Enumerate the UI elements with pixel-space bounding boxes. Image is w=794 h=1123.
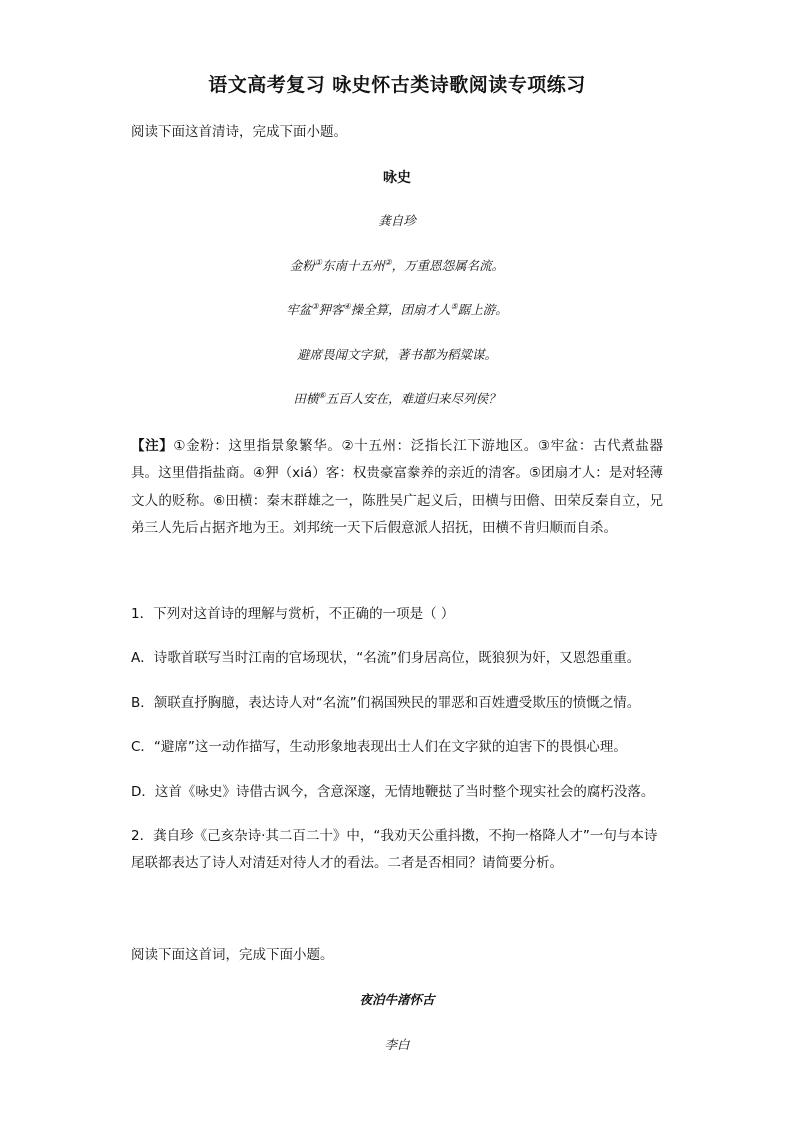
document-title: 语文高考复习 咏史怀古类诗歌阅读专项练习	[208, 74, 586, 96]
poem-title-niuzhu: 夜泊牛渚怀古	[359, 992, 435, 1007]
poem-line-4: 田横⑥五百人安在，难道归来尽列侯？	[293, 390, 501, 406]
poem-author: 龚自珍	[378, 213, 416, 228]
poem-author-libai: 李白	[384, 1037, 410, 1052]
poem-line-2: 牢盆③狎客④操全算，团扇才人⑤踞上游。	[286, 301, 508, 317]
poem-line-1: 金粉①东南十五州②，万重恩怨属名流。	[289, 257, 505, 273]
question-1-stem: 1．下列对这首诗的理解与赏析，不正确的一项是（ ）	[131, 606, 455, 622]
notes-text: ①金粉：这里指景象繁华。②十五州：泛指长江下游地区。③牢盆：古代煮盐器具。这里借指盐商。④狎（xiá）客：权贵豪富豢养的亲近的清客。⑤团扇才人：是对轻薄文人的贬称。⑥田横：秦末群雄之一，陈胜吴广起义后，田横与田儋、田荣反秦自立，兄弟三人先后占据齐地为王。刘邦统一天下后假意派人招抚，田横不肯归顺而自杀。	[131, 438, 664, 537]
notes-label: 【注】	[131, 438, 174, 454]
question-1-option-d: D．这首《咏史》诗借古讽今，含意深邃，无情地鞭挞了当时整个现实社会的腐朽没落。	[131, 784, 655, 800]
poem-title-yongshi: 咏史	[383, 170, 411, 186]
poem-line-3: 避席畏闻文字狱，著书都为稻粱谋。	[296, 347, 497, 362]
poem-notes	[131, 433, 663, 543]
question-2-stem: 2．龚自珍《己亥杂诗·其二百二十》中，“我劝天公重抖擞，不拘一格降人才”一句与本诗尾联都表达了诗人对清廷对待人才的看法。二者是否相同？请简要分析。	[131, 828, 658, 871]
section2-instruction: 阅读下面这首词，完成下面小题。	[131, 947, 334, 963]
question-1-option-c: C．“避席”这一动作描写，生动形象地表现出士人们在文字狱的迫害下的畏惧心理。	[131, 739, 627, 755]
section1-instruction: 阅读下面这首清诗，完成下面小题。	[131, 124, 347, 140]
question-1-option-a: A．诗歌首联写当时江南的官场现状，“名流”们身居高位，既狼狈为奸，又恩怨重重。	[131, 650, 641, 666]
question-1-option-b: B．颔联直抒胸臆，表达诗人对“名流”们祸国殃民的罪恶和百姓遭受欺压的愤慨之情。	[131, 695, 641, 711]
